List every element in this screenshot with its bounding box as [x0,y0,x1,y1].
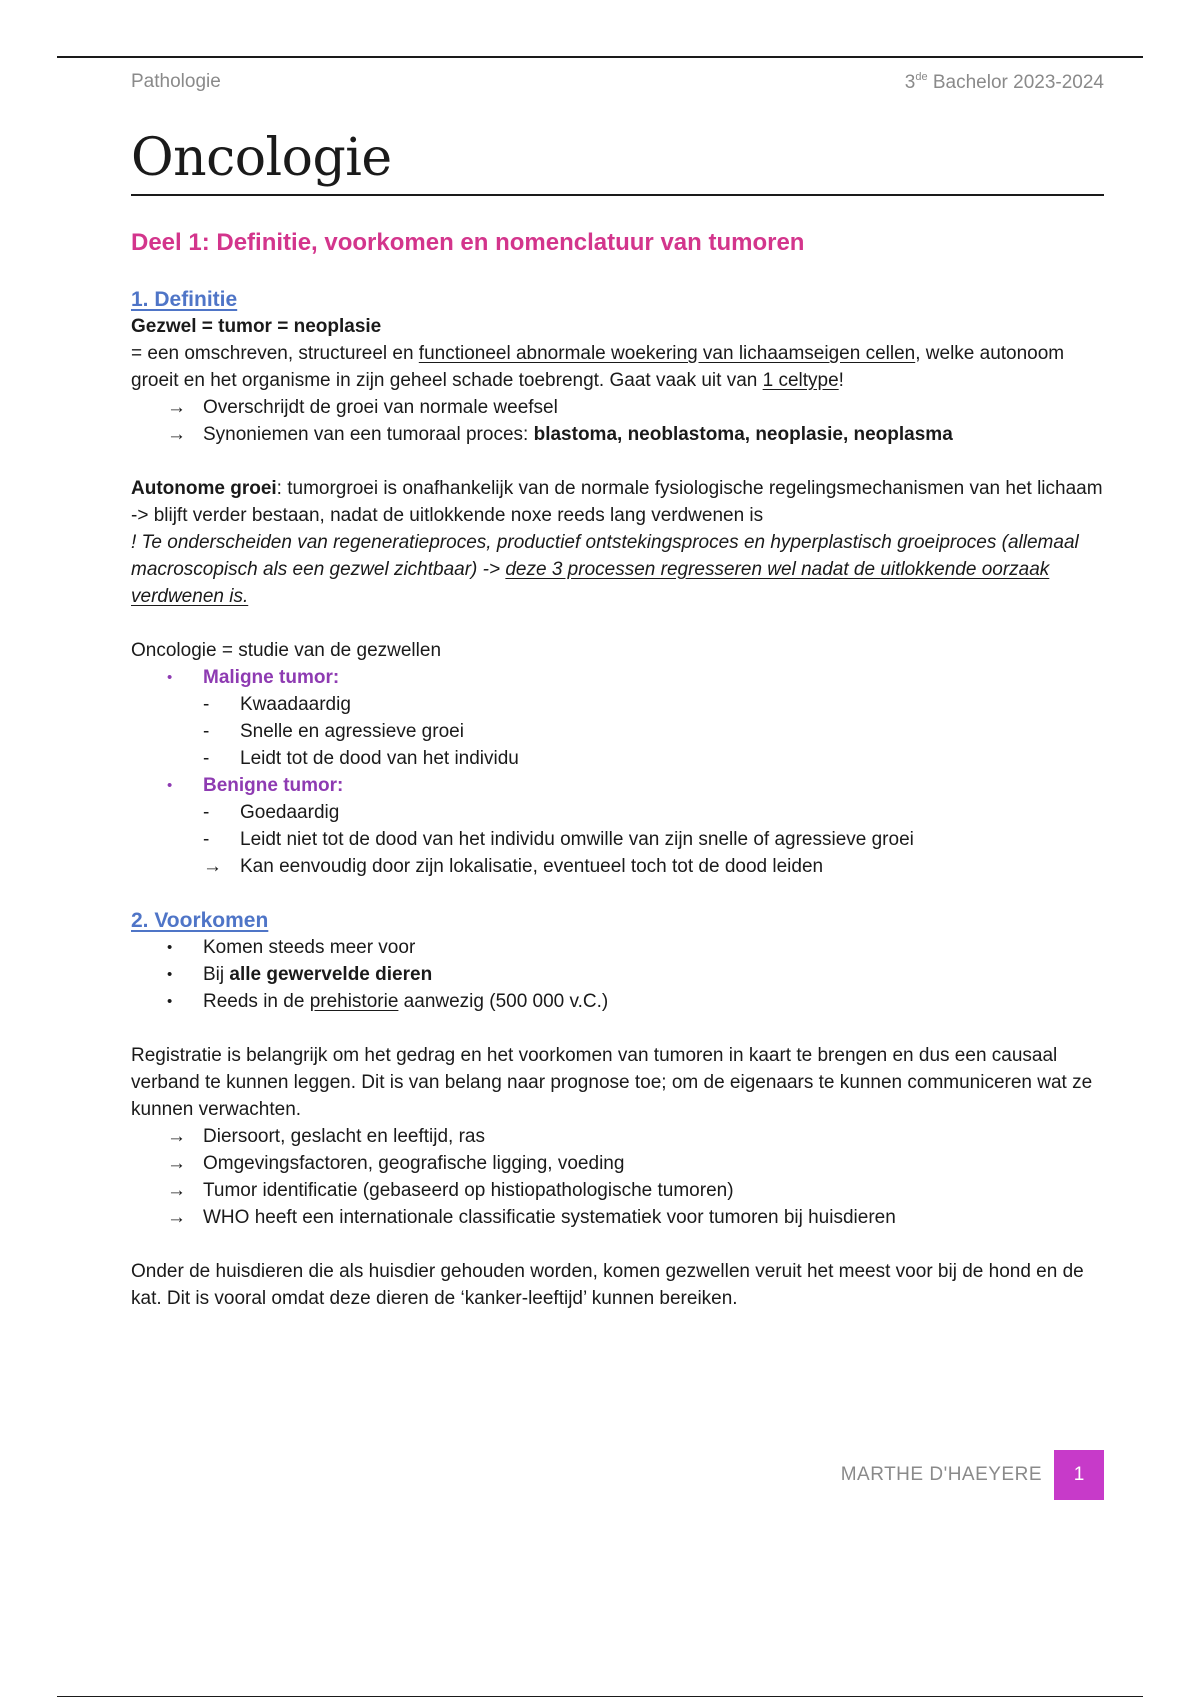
list-item-text: Synoniemen van een tumoraal proces: [203,424,534,445]
list-item [131,988,1104,1015]
maligne-list [131,691,1104,772]
list-item [131,745,1104,772]
list-item [131,934,1104,961]
list-item-text: Reeds in de [203,991,310,1012]
benigne-arrow-list [131,853,1104,880]
spacer [131,448,1104,475]
list-item [131,664,1104,691]
list-item-text: Overschrijdt de groei van normale weefsel [203,397,558,418]
list-item-text: Leidt niet tot de dood van het individu omwille van zijn snelle of agressieve groei [240,829,914,850]
celtype-underlined: 1 celtype [762,370,839,391]
definition-part: = een omschreven, structureel en [131,343,419,364]
autonome-groei-term: Autonome groei [131,478,277,499]
arrow-icon: → [167,397,186,418]
list-item [131,772,1104,799]
list-item-bold: alle gewervelde dieren [229,964,433,985]
benigne-label: Benigne tumor: [203,775,344,796]
arrow-icon: → [167,1153,186,1174]
spacer [131,1015,1104,1042]
document-title: Oncologie [131,132,1104,196]
top-rule [57,56,1143,58]
definition-arrow-list [131,394,1104,448]
dash-icon: - [203,802,210,823]
dash-icon: - [203,748,210,769]
list-item [131,718,1104,745]
arrow-icon: → [203,856,222,877]
bottom-rule [57,1696,1143,1697]
academic-year [905,71,1104,94]
dash-icon: - [203,829,210,850]
spacer [131,610,1104,637]
dash-icon: - [203,694,210,715]
list-item [131,394,1104,421]
author-name: MARTHE D'HAEYERE [840,1464,1042,1485]
course-name: Pathologie [131,71,221,92]
spacer [131,880,1104,907]
bullet-icon: • [167,966,173,983]
list-item [131,1150,1104,1177]
bullet-icon: • [167,777,173,794]
voorkomen-list [131,934,1104,1015]
part-title: Deel 1: Definitie, voorkomen en nomenclatuur van tumoren [131,229,805,256]
autonome-groei-note [131,529,1104,610]
definition-part: ! [838,370,844,391]
document-body [131,228,1104,1312]
definition-term: Gezwel = tumor = neoplasie [131,316,382,337]
registratie-arrow-list [131,1123,1104,1231]
year-text: Bachelor 2023-2024 [927,72,1104,93]
autonome-groei-text: : tumorgroei is onafhankelijk van de normale fysiologische regelingsmechanismen van het lichaam [276,478,1103,499]
bullet-icon: • [167,939,173,956]
list-item [131,421,1104,448]
list-item-text: Snelle en agressieve groei [240,721,464,742]
page-footer [841,1450,1104,1500]
list-item-text: Komen steeds meer voor [203,937,416,958]
dash-icon: - [203,721,210,742]
list-item [131,1177,1104,1204]
synonyms-bold: blastoma, neoblastoma, neoplasie, neoplasma [533,424,953,445]
list-item [131,1204,1104,1231]
arrow-icon: → [167,1207,186,1228]
list-item-text: Kwaadaardig [240,694,351,715]
year-suffix: de [915,71,928,83]
page-number-badge: 1 [1054,1450,1104,1500]
bullet-icon: • [167,669,173,686]
section-title-voorkomen: 2. Voorkomen [131,909,269,932]
definition-underlined: functioneel abnormale woekering van lichaamseigen cellen [418,343,916,364]
autonome-groei-line2: -> blijft verder bestaan, nadat de uitlokkende noxe reeds lang verdwenen is [131,505,764,526]
autonome-groei-paragraph [131,475,1104,502]
list-item-text: Bij [203,964,230,985]
list-item-text: Diersoort, geslacht en leeftijd, ras [203,1126,485,1147]
list-item [131,826,1104,853]
maligne-label: Maligne tumor: [203,667,340,688]
spacer [131,1231,1104,1258]
arrow-icon: → [167,1126,186,1147]
definition-part: , welke autonoom groeit en het organisme in zijn geheel schade toebrengt. Gaat vaak uit van [131,343,1065,391]
year-number: 3 [904,72,916,93]
arrow-icon: → [167,1180,186,1201]
section-title-definitie: 1. Definitie [131,288,238,311]
list-item-text: Tumor identificatie (gebaseerd op histiopathologische tumoren) [203,1180,734,1201]
note-text: ! Te onderscheiden van regeneratieproces, productief ontstekingsproces en hyperplastisch groeiproces (allemaal macroscopisch als een gezwel zichtbaar) -> [131,532,1079,580]
prehistorie-underlined: prehistorie [309,991,399,1012]
note-underlined: deze 3 processen regresseren wel nadat de uitlokkende oorzaak verdwenen is. [131,559,1050,607]
list-item [131,853,1104,880]
list-item-text: Kan eenvoudig door zijn lokalisatie, eventueel toch tot de dood leiden [240,856,824,877]
list-item-text: Goedaardig [240,802,340,823]
list-item [131,1123,1104,1150]
list-item-text: WHO heeft een internationale classificatie systematiek voor tumoren bij huisdieren [203,1207,896,1228]
registratie-paragraph: Registratie is belangrijk om het gedrag en het voorkomen van tumoren in kaart te brengen en dus een causaal verband te kunnen leggen. Dit is van belang naar prognose toe; om de eigenaars te kunnen communiceren wat ze kunnen verwachten. [131,1045,1093,1120]
oncologie-definition: Oncologie = studie van de gezwellen [131,640,442,661]
list-item-text: Leidt tot de dood van het individu [240,748,519,769]
list-item [131,799,1104,826]
list-item-text: Omgevingsfactoren, geografische ligging, voeding [203,1153,625,1174]
list-item [131,961,1104,988]
list-item [131,691,1104,718]
tumor-type-list [131,664,1104,691]
definition-text [131,340,1104,394]
list-item-text: aanwezig (500 000 v.C.) [398,991,609,1012]
closing-paragraph: Onder de huisdieren die als huisdier gehouden worden, komen gezwellen veruit het meest voor bij de hond en de kat. Dit is vooral omdat deze dieren de ‘kanker-leeftijd’ kunnen bereiken. [131,1261,1084,1309]
benigne-list [131,799,1104,853]
tumor-type-list [131,772,1104,799]
arrow-icon: → [167,424,186,445]
bullet-icon: • [167,993,173,1010]
